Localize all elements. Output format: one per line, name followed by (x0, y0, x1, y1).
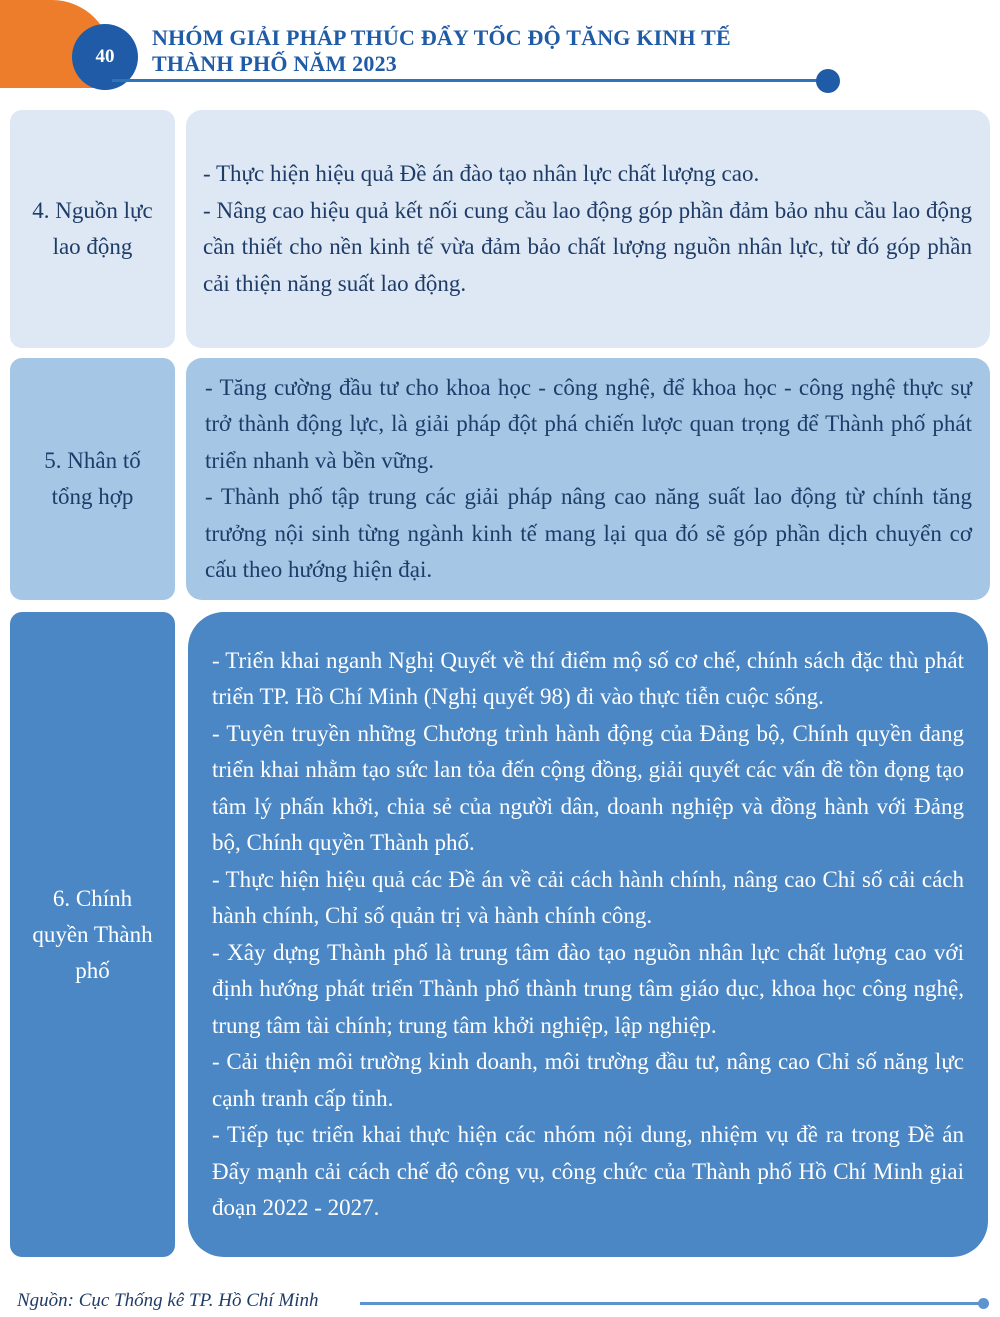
row-label-line: quyền Thành (32, 921, 153, 947)
solution-paragraph: - Nâng cao hiệu quả kết nối cung cầu lao động góp phần đảm bảo nhu cầu lao động cần thiết cho nền kinh tế vừa đảm bảo chất lượng nguồn nhân lực, từ đó góp phần cải thiện năng suất lao động. (203, 197, 972, 296)
header-rule-dot (816, 69, 840, 93)
solution-paragraph: - Thực hiện hiệu quả Đề án đào tạo nhân lực chất lượng cao. (203, 161, 760, 186)
solution-paragraph: - Triển khai nganh Nghị Quyết về thí điểm mộ số cơ chế, chính sách đặc thù phát triển TP. Hồ Chí Minh (Nghị quyết 98) đi vào thực tiễn cuộc sống. (212, 647, 964, 709)
row-label-line: 5. Nhân tố (44, 448, 141, 473)
solution-paragraph: - Thành phố tập trung các giải pháp nâng cao năng suất lao động từ chính tăng trưởng nội sinh từng ngành kinh tế mang lại qua đó sẽ góp phần dịch chuyển cơ cấu theo hướng hiện đại. (205, 484, 972, 582)
solution-paragraph: - Tăng cường đầu tư cho khoa học - công nghệ, để khoa học - công nghệ thực sự trở thành động lực, là giải pháp đột phá chiến lược quan trọng để Thành phố phát triển nhanh và bền vững. (205, 374, 972, 473)
footer-rule-dot (978, 1298, 989, 1309)
source-note: Nguồn: Cục Thống kê TP. Hồ Chí Minh (17, 1290, 319, 1311)
header-rule (112, 79, 824, 82)
solution-paragraph: - Cải thiện môi trường kinh doanh, môi trường đầu tư, nâng cao Chỉ số năng lực cạnh tranh cấp tỉnh. (212, 1049, 964, 1111)
row-label-line: phố (75, 957, 110, 983)
row-label-cell (10, 358, 175, 600)
page-number-badge: 40 (72, 24, 138, 90)
row-label-cell (10, 110, 175, 348)
row-content-cell (186, 110, 990, 348)
row-content-cell (186, 358, 990, 600)
footer-rule (360, 1302, 982, 1305)
page-title-line-1: NHÓM GIẢI PHÁP THÚC ĐẨY TỐC ĐỘ TĂNG KINH TẾ (152, 25, 731, 50)
solution-paragraph: - Thực hiện hiệu quả các Đề án về cải cách hành chính, nâng cao Chỉ số cải cách hành chính, Chỉ số quản trị và hành chính công. (212, 866, 964, 928)
solution-paragraph: - Xây dựng Thành phố là trung tâm đào tạo nguồn nhân lực chất lượng cao với định hướng phát triển Thành phố thành trung tâm giáo dục, khoa học công nghệ, trung tâm tài chính; trung tâm khởi nghiệp, lập nghiệp. (212, 939, 964, 1038)
solution-paragraph: - Tuyên truyền những Chương trình hành động của Đảng bộ, Chính quyền đang triển khai nhằm tạo sức lan tỏa đến cộng đồng, giải quyết các vấn đề tồn đọng tạo tâm lý phấn khởi, chia sẻ của người dân, doanh nghiệp và đồng hành với Đảng bộ, Chính quyền Thành phố. (212, 720, 964, 855)
page-title-line-2: THÀNH PHỐ NĂM 2023 (152, 51, 397, 76)
row-label-line: tổng hợp (51, 484, 134, 509)
page-title (152, 25, 731, 77)
row-content-cell (188, 612, 988, 1257)
row-label-line: 6. Chính (52, 885, 133, 911)
solution-paragraph: - Tiếp tục triển khai thực hiện các nhóm nội dung, nhiệm vụ đề ra trong Đề án Đẩy mạnh cải cách chế độ công vụ, công chức của Thành phố Hồ Chí Minh giai đoạn 2022 - 2027. (212, 1122, 964, 1220)
row-label-line: lao động (52, 234, 133, 259)
row-label-cell (10, 612, 175, 1257)
row-label-line: 4. Nguồn lực (32, 198, 153, 223)
